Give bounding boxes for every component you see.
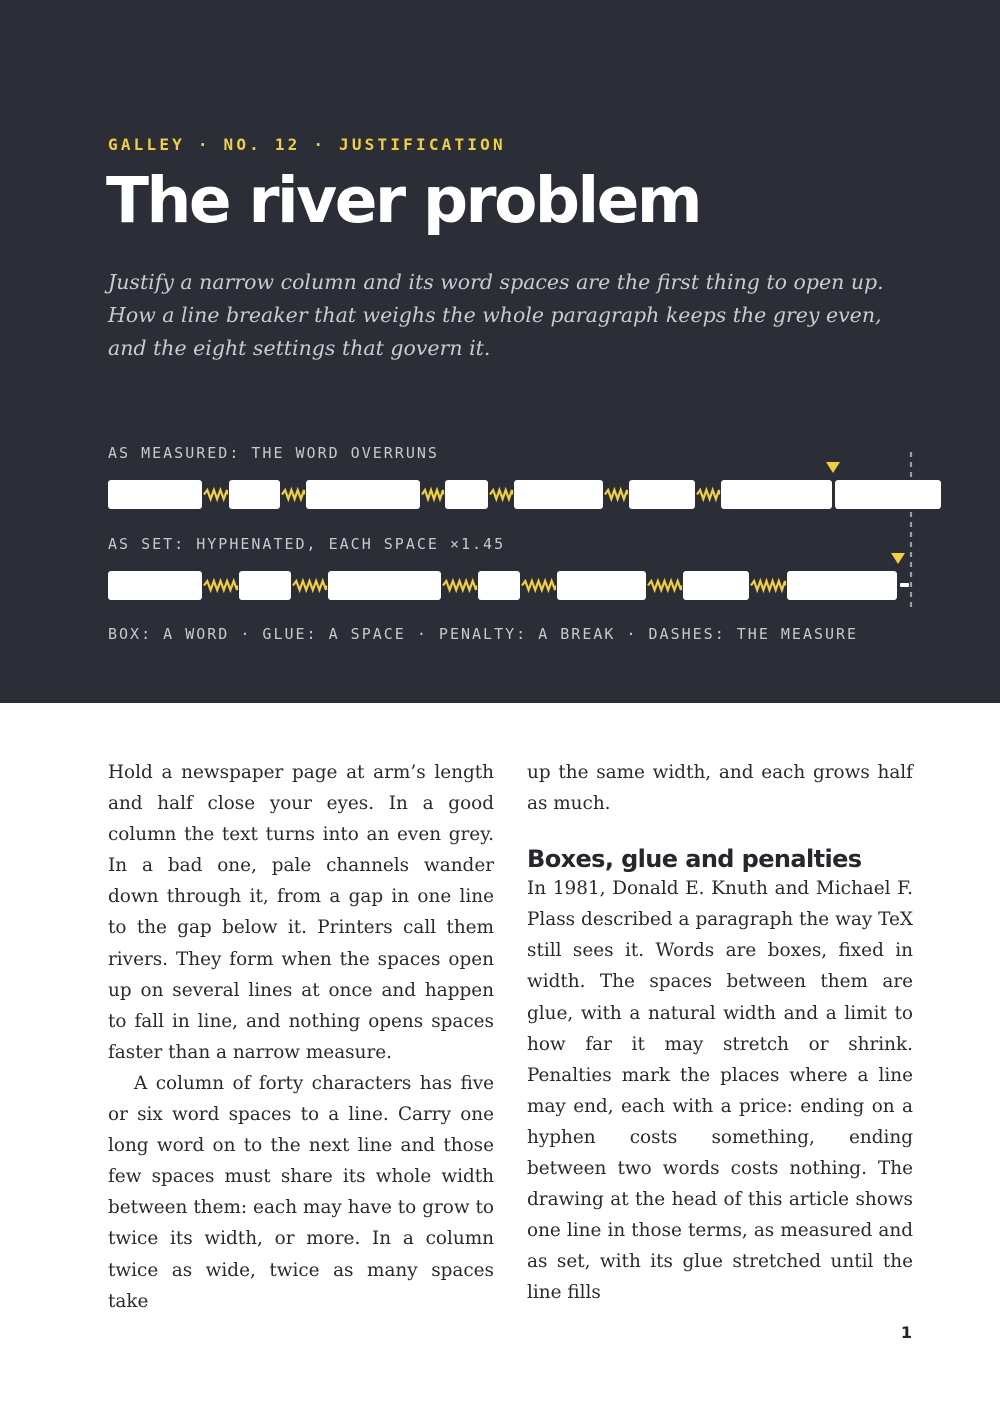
body-column-right <box>527 757 913 1309</box>
glue-spring <box>490 490 512 499</box>
glue-spring <box>751 581 785 590</box>
word-box <box>787 571 897 600</box>
glue-spring <box>293 581 326 590</box>
kicker: GALLEY · NO. 12 · JUSTIFICATION <box>108 135 506 154</box>
word-box <box>328 571 441 600</box>
word-box <box>306 480 420 509</box>
glue-spring <box>443 581 476 590</box>
section-heading: Boxes, glue and penalties <box>527 845 862 874</box>
break-marker <box>891 553 905 564</box>
body-paragraph: In 1981, Donald E. Knuth and Michael F. Plass described a paragraph the way TeX still sees it. Words are boxes, fixed in width. The spaces between them are glue, with a natural width and a limit to how far it may stretch or shrink. Penalties mark the places where a line may end, each with a price: ending on a hyphen costs something, ending between two words costs nothing. The drawing at the head of this article shows one line in those terms, as measured and as set, with its glue stretched until the line fills <box>527 878 913 1304</box>
box-glue-diagram <box>0 440 1000 620</box>
glue-spring <box>605 490 627 499</box>
article-title: The river problem <box>106 164 700 237</box>
glue-spring <box>282 490 304 499</box>
word-box <box>683 571 749 600</box>
word-box <box>108 480 202 509</box>
word-box <box>721 480 832 509</box>
word-box <box>239 571 291 600</box>
break-marker <box>826 462 840 473</box>
article-dek: Justify a narrow column and its word spaces are the first thing to open up. How a line breaker that weighs the whole paragraph keeps the grey even, and the eight settings that govern it. <box>108 270 884 360</box>
word-box <box>229 480 280 509</box>
word-box <box>514 480 603 509</box>
page-number: 1 <box>900 1323 912 1342</box>
glue-spring <box>422 490 443 499</box>
word-box <box>629 480 695 509</box>
body-paragraph: up the same width, and each grows half as much. <box>527 762 913 815</box>
glue-spring <box>522 581 555 590</box>
diagram-label-set: AS SET: HYPHENATED, EACH SPACE ×1.45 <box>108 535 506 553</box>
glue-spring <box>697 490 719 499</box>
hyphen-penalty <box>900 583 909 587</box>
body-paragraph: A column of forty characters has five or six word spaces to a line. Carry one long word on to the next line and those few spaces must share its whole width between them: each may have to grow to twice its width, or more. In a column twice as wide, twice as many spaces take <box>108 1072 494 1312</box>
diagram-legend: BOX: A WORD · GLUE: A SPACE · PENALTY: A BREAK · DASHES: THE MEASURE <box>108 625 859 643</box>
word-box <box>835 480 941 509</box>
word-box <box>108 571 202 600</box>
body-paragraph: Hold a newspaper page at arm’s length and half close your eyes. In a good column the text turns into an even grey. In a bad one, pale channels wander down through it, from a gap in one line to the gap below it. Printers call them rivers. They form when the spaces open up on several lines at once and happen to fall in line, and nothing opens spaces faster than a narrow measure. <box>108 762 494 1063</box>
glue-spring <box>204 581 237 590</box>
word-box <box>445 480 488 509</box>
body-column-left <box>108 757 494 1317</box>
glue-spring <box>648 581 681 590</box>
diagram-label-measured: AS MEASURED: THE WORD OVERRUNS <box>108 444 439 462</box>
word-box <box>557 571 646 600</box>
glue-spring <box>204 490 227 499</box>
word-box <box>478 571 520 600</box>
hero-banner <box>0 0 1000 703</box>
